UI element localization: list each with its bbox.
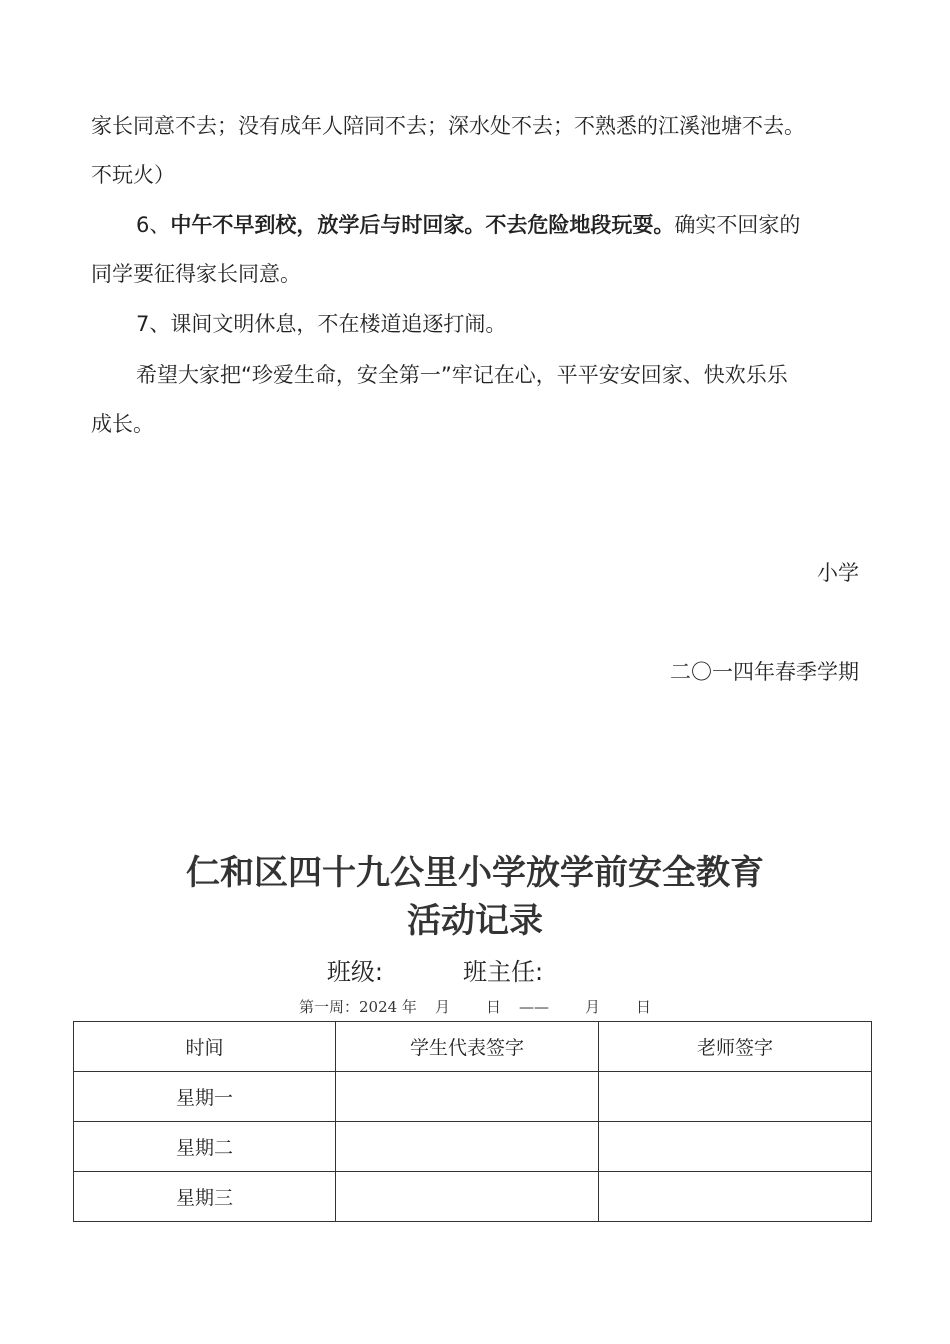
class-label: 班级: — [326, 958, 383, 986]
signature-term: 二〇一四年春季学期 — [670, 660, 859, 684]
week-date-line — [0, 996, 950, 1018]
week-dash: —— — [518, 998, 549, 1016]
rule-item-6 — [136, 211, 800, 239]
table-row — [74, 1072, 872, 1122]
table-row — [74, 1172, 872, 1222]
rule-item-number: 6、 — [136, 213, 171, 237]
header-student-signature: 学生代表签字 — [336, 1022, 599, 1072]
row-day: 星期二 — [74, 1122, 336, 1172]
record-title: 仁和区四十九公里小学放学前安全教育 — [186, 853, 764, 893]
teacher-signature-cell[interactable] — [599, 1122, 872, 1172]
closing-line: 成长。 — [91, 412, 154, 436]
paragraph-line: 同学要征得家长同意。 — [91, 262, 301, 286]
table-header-row — [74, 1022, 872, 1072]
student-signature-cell[interactable] — [336, 1072, 599, 1122]
paragraph-line: 家长同意不去；没有成年人陪同不去；深水处不去；不熟悉的江溪池塘不去。 — [91, 114, 805, 138]
week-prefix: 第一周：2024 年 — [298, 998, 417, 1016]
week-day-start: 日 — [485, 998, 501, 1016]
week-month-start: 月 — [434, 998, 450, 1016]
head-teacher-label: 班主任: — [463, 958, 544, 986]
rule-item-emphasis: 中午不早到校，放学后与时回家。不去危险地段玩耍。 — [170, 213, 675, 237]
record-subtitle: 活动记录 — [407, 901, 543, 941]
teacher-signature-cell[interactable] — [599, 1072, 872, 1122]
student-signature-cell[interactable] — [336, 1172, 599, 1222]
class-teacher-line — [0, 955, 950, 989]
closing-line: 希望大家把“珍爱生命，安全第一”牢记在心，平平安安回家、快欢乐乐 — [136, 363, 788, 387]
rule-item-7: 7、课间文明休息，不在楼道追逐打闹。 — [136, 312, 507, 336]
header-teacher-signature: 老师签字 — [599, 1022, 872, 1072]
paragraph-line: 不玩火） — [91, 163, 175, 187]
week-month-end: 月 — [584, 998, 600, 1016]
teacher-signature-cell[interactable] — [599, 1172, 872, 1222]
student-signature-cell[interactable] — [336, 1122, 599, 1172]
header-time: 时间 — [74, 1022, 336, 1072]
rule-item-text: 确实不回家的 — [674, 213, 801, 237]
week-day-end: 日 — [635, 998, 651, 1016]
row-day: 星期一 — [74, 1072, 336, 1122]
activity-record-table — [73, 1021, 872, 1222]
signature-school: 小学 — [817, 561, 859, 585]
row-day: 星期三 — [74, 1172, 336, 1222]
table-row — [74, 1122, 872, 1172]
